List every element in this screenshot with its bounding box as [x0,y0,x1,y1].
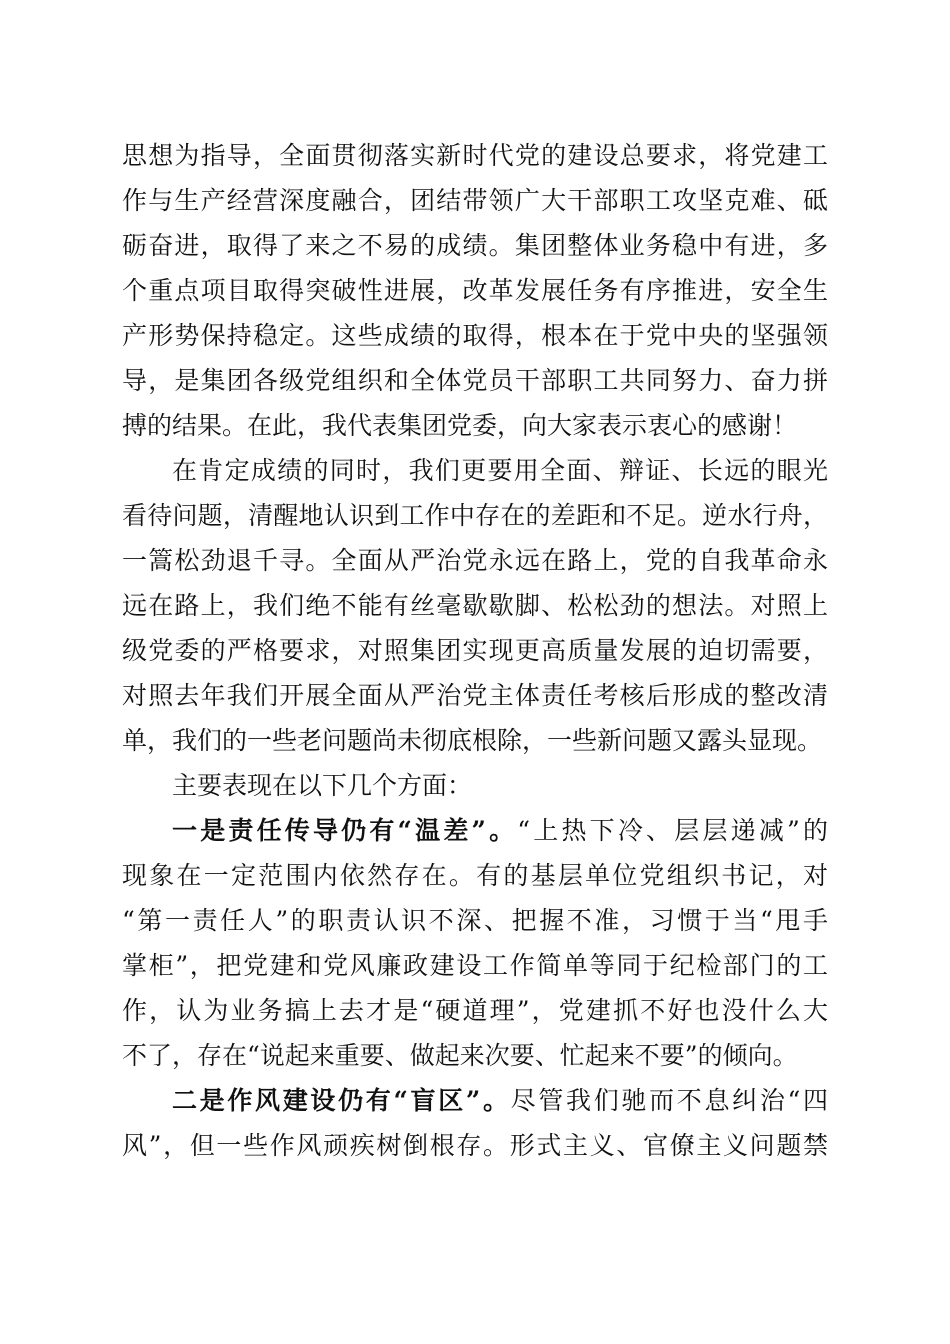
point-one-rest: “上热下冷、层层递减”的 [517,816,828,845]
paragraph-line: 作与生产经营深度融合，团结带领广大干部职工攻坚克难、砥 [122,186,828,215]
point-one-lead: 一是责任传导仍有“温差”。 [172,816,518,845]
paragraph-line: 不了，存在“说起来重要、做起来次要、忙起来不要”的倾向。 [122,1041,798,1070]
paragraph-line: 风”，但一些作风顽疾树倒根存。形式主义、官僚主义问题禁 [122,1131,828,1160]
paragraph-line: 远在路上，我们绝不能有丝毫歇歇脚、松松劲的想法。对照上 [122,591,828,620]
paragraph-line: 产形势保持稳定。这些成绩的取得，根本在于党中央的坚强领 [122,321,828,350]
paragraph-line: 个重点项目取得突破性进展，改革发展任务有序推进，安全生 [122,276,828,305]
paragraph-line: 看待问题，清醒地认识到工作中存在的差距和不足。逆水行舟， [122,501,828,530]
paragraph-line: 级党委的严格要求，对照集团实现更高质量发展的迫切需要， [122,636,828,665]
point-one-line [172,811,828,851]
paragraph-line: 思想为指导，全面贯彻落实新时代党的建设总要求，将党建工 [122,141,828,170]
paragraph-line: 对照去年我们开展全面从严治党主体责任考核后形成的整改清 [122,681,828,710]
point-two-line [172,1081,828,1121]
paragraph-line: 现象在一定范围内依然存在。有的基层单位党组织书记，对 [122,861,828,890]
paragraph-line: 一篙松劲退千寻。全面从严治党永远在路上，党的自我革命永 [122,546,828,575]
paragraph-line: 掌柜”，把党建和党风廉政建设工作简单等同于纪检部门的工 [122,951,828,980]
paragraph-line: 导，是集团各级党组织和全体党员干部职工共同努力、奋力拼 [122,366,828,395]
point-two-lead: 二是作风建设仍有“盲区”。 [172,1086,511,1115]
paragraph-line: 作，认为业务搞上去才是“硬道理”，党建抓不好也没什么大 [122,996,828,1025]
paragraph-line: 搏的结果。在此，我代表集团党委，向大家表示衷心的感谢！ [122,411,798,440]
point-two-rest: 尽管我们驰而不息纠治“四 [510,1086,828,1115]
paragraph-line: 主要表现在以下几个方面： [172,771,473,800]
paragraph-line: “第一责任人”的职责认识不深、把握不准，习惯于当“甩手 [122,906,828,935]
paragraph-line: 在肯定成绩的同时，我们更要用全面、辩证、长远的眼光 [172,456,828,485]
paragraph-line: 单，我们的一些老问题尚未彻底根除，一些新问题又露头显现。 [122,726,823,755]
paragraph-line: 砺奋进，取得了来之不易的成绩。集团整体业务稳中有进，多 [122,231,828,260]
